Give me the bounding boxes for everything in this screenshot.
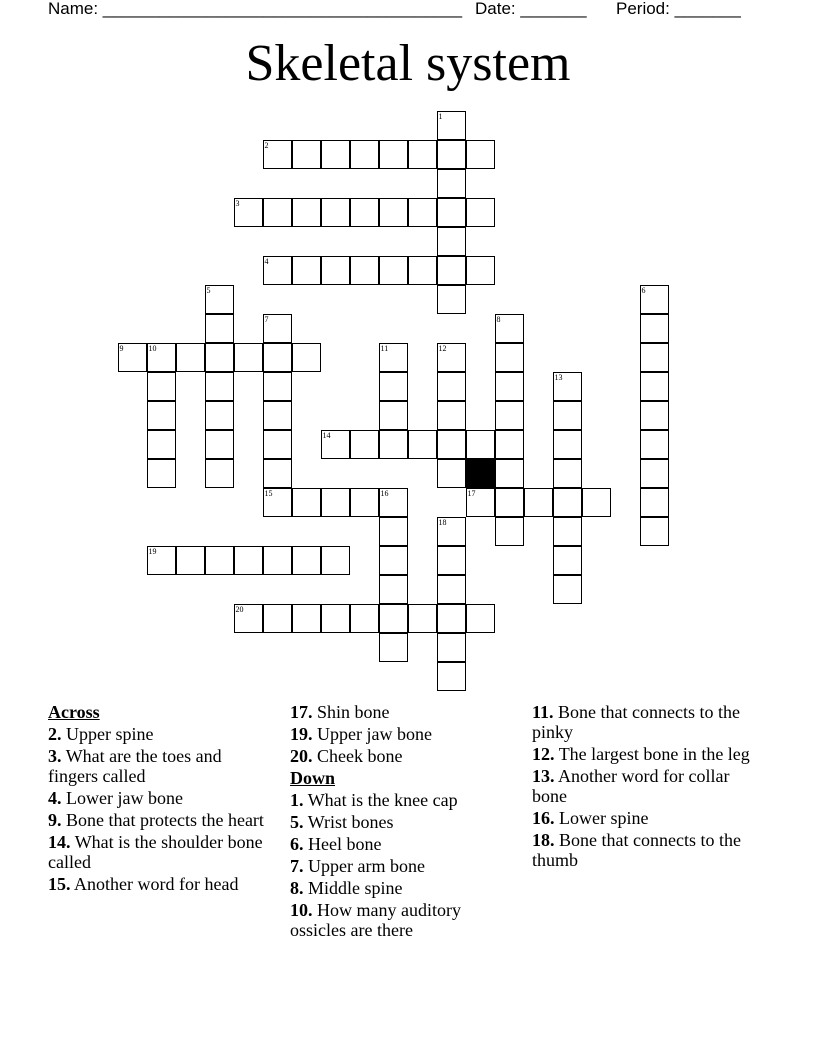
crossword-cell[interactable] — [205, 372, 234, 401]
crossword-cell[interactable] — [176, 546, 205, 575]
crossword-cell[interactable] — [292, 604, 321, 633]
crossword-cell[interactable] — [553, 575, 582, 604]
crossword-cell[interactable] — [437, 343, 466, 372]
crossword-cell[interactable] — [205, 285, 234, 314]
crossword-cell[interactable] — [321, 140, 350, 169]
crossword-cell[interactable] — [640, 517, 669, 546]
clue-down-13: 13. Another word for collar bone — [532, 766, 730, 806]
crossword-cell[interactable] — [553, 459, 582, 488]
clue-across-2: 2. Upper spine — [48, 724, 154, 744]
crossword-cell[interactable] — [292, 488, 321, 517]
clue-across-19: 19. Upper jaw bone — [290, 724, 432, 744]
crossword-cell[interactable] — [466, 488, 495, 517]
clue-across-14: 14. What is the shoulder bone called — [48, 832, 263, 872]
crossword-cell[interactable] — [640, 430, 669, 459]
clue-number-label: 10 — [148, 343, 157, 353]
clue-number-label: 14 — [322, 430, 331, 440]
crossword-cell[interactable] — [263, 488, 292, 517]
crossword-cell[interactable] — [263, 140, 292, 169]
crossword-cell[interactable] — [292, 343, 321, 372]
crossword-cell[interactable] — [437, 285, 466, 314]
crossword-cell[interactable] — [292, 256, 321, 285]
clue-number-label: 16 — [380, 488, 389, 498]
clue-number-label: 4 — [264, 256, 269, 266]
crossword-cell[interactable] — [379, 140, 408, 169]
clue-across-4: 4. Lower jaw bone — [48, 788, 183, 808]
crossword-cell[interactable] — [379, 633, 408, 662]
crossword-cell[interactable] — [205, 314, 234, 343]
clue-number-label: 5 — [206, 285, 211, 295]
crossword-cell[interactable] — [147, 401, 176, 430]
crossword-cell[interactable] — [234, 198, 263, 227]
clue-down-16: 16. Lower spine — [532, 808, 649, 828]
clue-number-label: 19 — [148, 546, 157, 556]
crossword-cell[interactable] — [379, 517, 408, 546]
crossword-cell[interactable] — [292, 140, 321, 169]
crossword-cell[interactable] — [205, 430, 234, 459]
crossword-cell[interactable] — [437, 459, 466, 488]
crossword-cell[interactable] — [379, 430, 408, 459]
crossword-cell[interactable] — [321, 430, 350, 459]
crossword-cell[interactable] — [437, 256, 466, 285]
crossword-cell[interactable] — [292, 546, 321, 575]
clue-number-label: 6 — [641, 285, 646, 295]
clue-number-label: 2 — [264, 140, 269, 150]
crossword-cell[interactable] — [234, 546, 263, 575]
crossword-black-square — [466, 459, 495, 488]
clue-across-9: 9. Bone that protects the heart — [48, 810, 264, 830]
crossword-cell[interactable] — [437, 604, 466, 633]
clue-down-11: 11. Bone that connects to the pinky — [532, 702, 740, 742]
crossword-cell[interactable] — [582, 488, 611, 517]
name-field-label: Name: ______________________________________ — [48, 0, 463, 18]
crossword-cell[interactable] — [263, 198, 292, 227]
clues-column-2 — [290, 702, 520, 942]
crossword-cell[interactable] — [321, 488, 350, 517]
clue-down-8: 8. Middle spine — [290, 878, 403, 898]
clue-number-label: 17 — [467, 488, 476, 498]
crossword-cell[interactable] — [350, 488, 379, 517]
crossword-cell[interactable] — [495, 430, 524, 459]
crossword-cell[interactable] — [176, 343, 205, 372]
crossword-cell[interactable] — [205, 546, 234, 575]
clue-down-18: 18. Bone that connects to the thumb — [532, 830, 741, 870]
crossword-cell[interactable] — [437, 517, 466, 546]
crossword-cell[interactable] — [553, 401, 582, 430]
crossword-cell[interactable] — [437, 111, 466, 140]
crossword-cell[interactable] — [437, 372, 466, 401]
crossword-cell[interactable] — [379, 372, 408, 401]
clue-down-5: 5. Wrist bones — [290, 812, 394, 832]
crossword-cell[interactable] — [263, 604, 292, 633]
clue-down-10: 10. How many auditory ossicles are there — [290, 900, 461, 940]
crossword-cell[interactable] — [321, 256, 350, 285]
crossword-cell[interactable] — [234, 343, 263, 372]
crossword-cell[interactable] — [408, 256, 437, 285]
crossword-cell[interactable] — [495, 314, 524, 343]
crossword-cell[interactable] — [640, 343, 669, 372]
crossword-cell[interactable] — [263, 430, 292, 459]
crossword-cell[interactable] — [495, 343, 524, 372]
crossword-cell[interactable] — [263, 314, 292, 343]
crossword-cell[interactable] — [640, 285, 669, 314]
crossword-cell[interactable] — [495, 459, 524, 488]
clue-number-label: 7 — [264, 314, 269, 324]
crossword-cell[interactable] — [495, 488, 524, 517]
crossword-cell[interactable] — [263, 256, 292, 285]
crossword-cell[interactable] — [350, 140, 379, 169]
crossword-cell[interactable] — [379, 256, 408, 285]
crossword-cell[interactable] — [495, 517, 524, 546]
crossword-cell[interactable] — [321, 546, 350, 575]
crossword-cell[interactable] — [379, 198, 408, 227]
crossword-cell[interactable] — [147, 372, 176, 401]
crossword-cell[interactable] — [350, 430, 379, 459]
clue-down-1: 1. What is the knee cap — [290, 790, 458, 810]
clue-across-17: 17. Shin bone — [290, 702, 390, 722]
clue-number-label: 15 — [264, 488, 273, 498]
crossword-cell[interactable] — [466, 198, 495, 227]
crossword-cell[interactable] — [263, 343, 292, 372]
crossword-cell[interactable] — [350, 604, 379, 633]
crossword-cell[interactable] — [292, 198, 321, 227]
crossword-cell[interactable] — [437, 140, 466, 169]
crossword-cell[interactable] — [379, 401, 408, 430]
crossword-cell[interactable] — [437, 633, 466, 662]
crossword-cell[interactable] — [640, 459, 669, 488]
page-title: Skeletal system — [245, 35, 571, 92]
crossword-cell[interactable] — [147, 430, 176, 459]
crossword-cell[interactable] — [263, 401, 292, 430]
crossword-cell[interactable] — [379, 343, 408, 372]
crossword-cell[interactable] — [147, 546, 176, 575]
crossword-cell[interactable] — [350, 256, 379, 285]
crossword-cell[interactable] — [640, 488, 669, 517]
crossword-cell[interactable] — [263, 546, 292, 575]
crossword-cell[interactable] — [466, 430, 495, 459]
clues-column-1 — [48, 702, 273, 896]
crossword-cell[interactable] — [437, 546, 466, 575]
clue-number-label: 1 — [438, 111, 443, 121]
crossword-cell[interactable] — [263, 372, 292, 401]
crossword-cell[interactable] — [408, 140, 437, 169]
across-heading: Across — [48, 702, 100, 722]
crossword-cell[interactable] — [640, 314, 669, 343]
clue-number-label: 11 — [380, 343, 389, 353]
clue-number-label: 9 — [119, 343, 124, 353]
clue-number-label: 3 — [235, 198, 240, 208]
clue-down-6: 6. Heel bone — [290, 834, 382, 854]
crossword-cell[interactable] — [553, 430, 582, 459]
clue-number-label: 18 — [438, 517, 447, 527]
crossword-cell[interactable] — [553, 517, 582, 546]
crossword-cell[interactable] — [495, 372, 524, 401]
crossword-cell[interactable] — [466, 604, 495, 633]
crossword-cell[interactable] — [437, 169, 466, 198]
crossword-cell[interactable] — [553, 546, 582, 575]
clue-down-7: 7. Upper arm bone — [290, 856, 425, 876]
crossword-cell[interactable] — [205, 459, 234, 488]
crossword-cell[interactable] — [321, 604, 350, 633]
crossword-cell[interactable] — [263, 459, 292, 488]
crossword-cell[interactable] — [437, 198, 466, 227]
crossword-cell[interactable] — [437, 575, 466, 604]
clue-number-label: 8 — [496, 314, 501, 324]
clue-across-20: 20. Cheek bone — [290, 746, 403, 766]
crossword-cell[interactable] — [205, 343, 234, 372]
crossword-cell[interactable] — [524, 488, 553, 517]
crossword-cell[interactable] — [640, 401, 669, 430]
clue-down-12: 12. The largest bone in the leg — [532, 744, 750, 764]
clue-across-15: 15. Another word for head — [48, 874, 239, 894]
crossword-cell[interactable] — [321, 198, 350, 227]
crossword-cell[interactable] — [466, 140, 495, 169]
crossword-cell[interactable] — [118, 343, 147, 372]
crossword-cell[interactable] — [437, 227, 466, 256]
crossword-cell[interactable] — [350, 198, 379, 227]
crossword-cell[interactable] — [437, 662, 466, 691]
crossword-cell[interactable] — [437, 430, 466, 459]
clue-across-3: 3. What are the toes and fingers called — [48, 746, 222, 786]
clue-number-label: 20 — [235, 604, 244, 614]
crossword-cell[interactable] — [553, 372, 582, 401]
crossword-cell[interactable] — [379, 604, 408, 633]
crossword-cell[interactable] — [147, 343, 176, 372]
crossword-cell[interactable] — [466, 256, 495, 285]
period-field-label: Period: _______ — [616, 0, 741, 18]
date-field-label: Date: _______ — [475, 0, 587, 18]
crossword-cell[interactable] — [379, 488, 408, 517]
crossword-cell[interactable] — [495, 401, 524, 430]
crossword-cell[interactable] — [553, 488, 582, 517]
clues-column-3 — [532, 702, 762, 872]
clue-number-label: 13 — [554, 372, 563, 382]
crossword-cell[interactable] — [408, 604, 437, 633]
crossword-cell[interactable] — [437, 401, 466, 430]
crossword-cell[interactable] — [234, 604, 263, 633]
crossword-cell[interactable] — [408, 430, 437, 459]
crossword-cell[interactable] — [147, 459, 176, 488]
crossword-cell[interactable] — [640, 372, 669, 401]
clue-number-label: 12 — [438, 343, 447, 353]
crossword-cell[interactable] — [205, 401, 234, 430]
crossword-cell[interactable] — [408, 198, 437, 227]
crossword-cell[interactable] — [379, 546, 408, 575]
down-heading: Down — [290, 768, 336, 788]
crossword-cell[interactable] — [379, 575, 408, 604]
